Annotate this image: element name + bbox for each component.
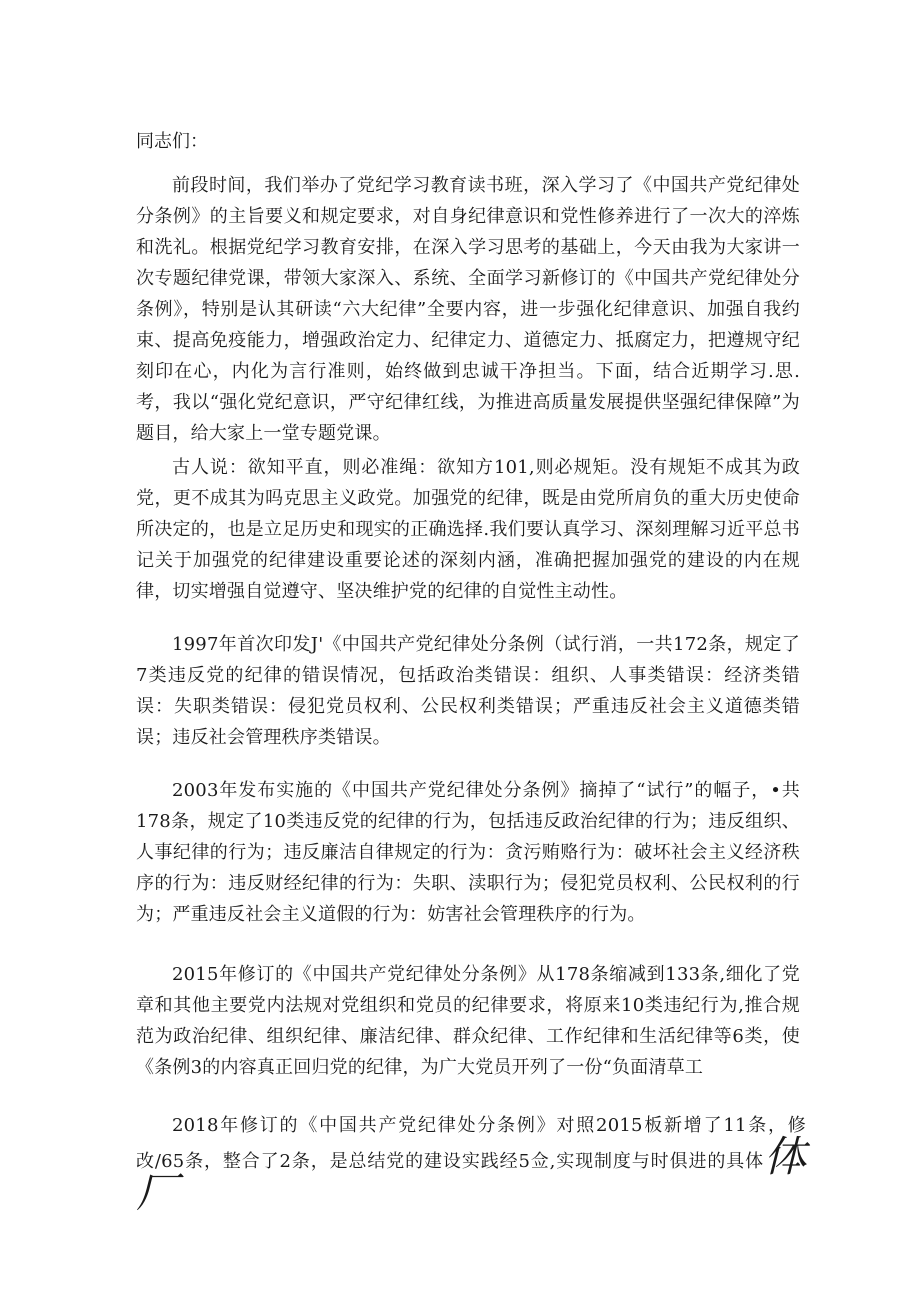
paragraph-ancient-saying: 古人说：欲知平直，则必准绳：欲知方101,则必规矩。没有规矩不成其为政党，更不成其为吗克思主义政党。加强党的纪律，既是由党所肩负的重大历史使命所决定的，也是立足历史和现实的正确选择.我们要认真学习、深刻理解习近平总书记关于加强党的纪律建设重要论述的深刻内涵，准确把握加强党的建设的内在规律，切实增强自觉遵守、坚决维护党的纪律的自觉性主动性。 <box>136 457 800 602</box>
paragraph-intro: 前段时间，我们举办了党纪学习教育读书班，深入学习了《中国共产党纪律处分条例》的主旨要义和规定要求，对自身纪律意识和党性修养进行了一次大的淬炼和洗礼。根据党纪学习教育安排，在深入学习思考的基础上，今天由我为大家讲一次专题纪律党课，带领大家深入、系统、全面学习新修订的《中国共产党纪律处分条例》，特别是认其研读“六大纪律”全要内容，进一步强化纪律意识、加强自我约束、提高免疫能力，增强政治定力、纪律定力、道德定力、抵腐定力，把遵规守纪刻印在心，内化为言行准则，始终做到忠诚干净担当。下面，结合近期学习.思.考，我以“强化党纪意识，严守纪律红线，为推进高质量发展提供坚强纪律保障”为题目，给大家上一堂专题党课。 <box>136 175 800 444</box>
paragraph-1997: 1997年首次印发J'《中国共产党纪律处分条例（试行消，一共172条，规定了7类违反党的纪律的错误情况，包括政治类错误：组织、人事类错误：经济类错误：失职类错误：侵犯党员权利、公民权利类错误；严重违反社会主义道德类错误；违反社会管理秩序类错误。 <box>136 634 800 748</box>
paragraph-2015: 2015年修订的《中国共产党纪律处分条例》从178条缩减到133条,细化了党章和其他主要党内法规对党组织和党员的纪律要求，将原来10类违纪行为,推合规范为政治纪律、组织纪律、廉洁纪律、群众纪律、工作纪律和生活纪律等6类，使《条例3的内容真正回归党的纪律，为广大党员开列了一份“负面清草工 <box>136 964 800 1078</box>
handwritten-characters: 体厂 <box>136 1132 806 1217</box>
paragraph-2018-text: 2018年修订的《中国共产党纪律处分条例》对照2015板新增了11条，修改/65条，整合了2条，是总结党的建设实践经5佥,实现制度与时俱进的具体 <box>136 1115 806 1172</box>
paragraph-2003: 2003年发布实施的《中国共产党纪律处分条例》摘掉了“试行”的幅子，•共178条，规定了10类违反党的纪律的行为，包括违反政治纪律的行为；违反组织、人事纪律的行为；违反廉洁自律规定的行为：贪污贿赂行为：破坏社会主义经济秩序的行为：违反财经纪律的行为：失职、渎职行为；侵犯党员权利、公民权利的行为；严重违反社会主义道假的行为：妨害社会管理秩序的行为。 <box>136 780 800 925</box>
greeting: 同志们： <box>136 131 208 152</box>
paragraph-2018 <box>136 1110 806 1217</box>
